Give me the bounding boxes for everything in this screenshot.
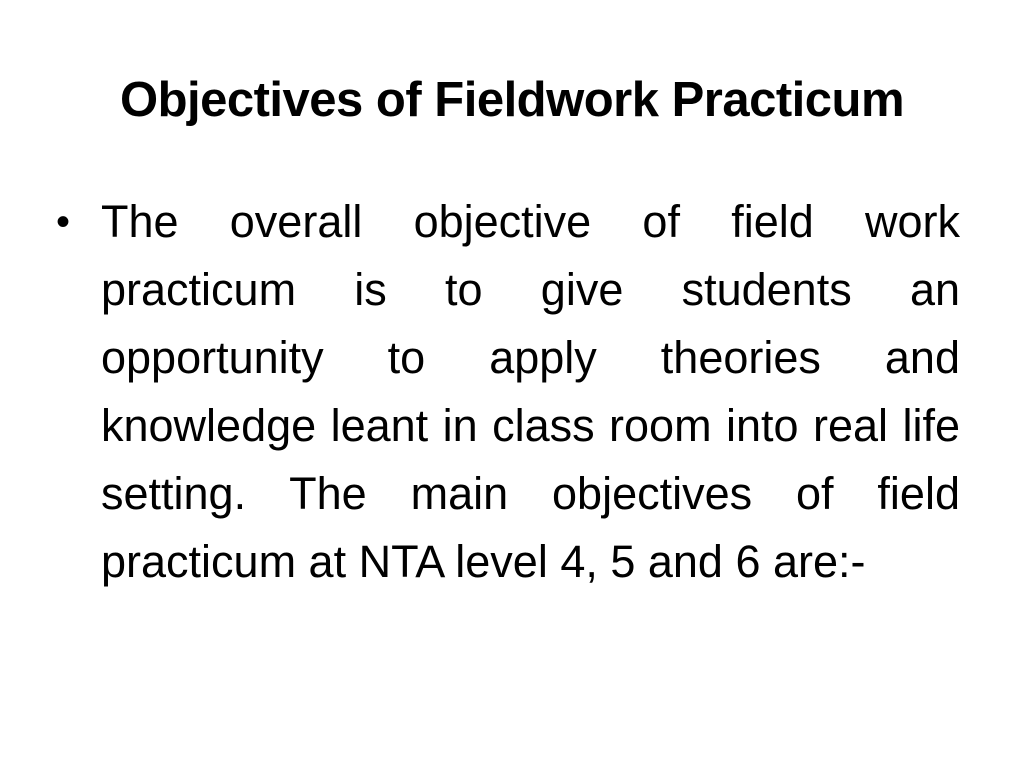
bullet-text: The overall objective of field work practicum is to give students an opportunity to apply theories and knowledge leant in class room into real life setting. The main objectives of field practicum at NTA level 4, 5 and 6 are:-	[101, 196, 960, 587]
slide-title: Objectives of Fieldwork Practicum	[119, 73, 905, 127]
bullet-list	[56, 188, 960, 596]
bullet-item	[56, 188, 960, 596]
bullet-marker: •	[56, 200, 71, 244]
